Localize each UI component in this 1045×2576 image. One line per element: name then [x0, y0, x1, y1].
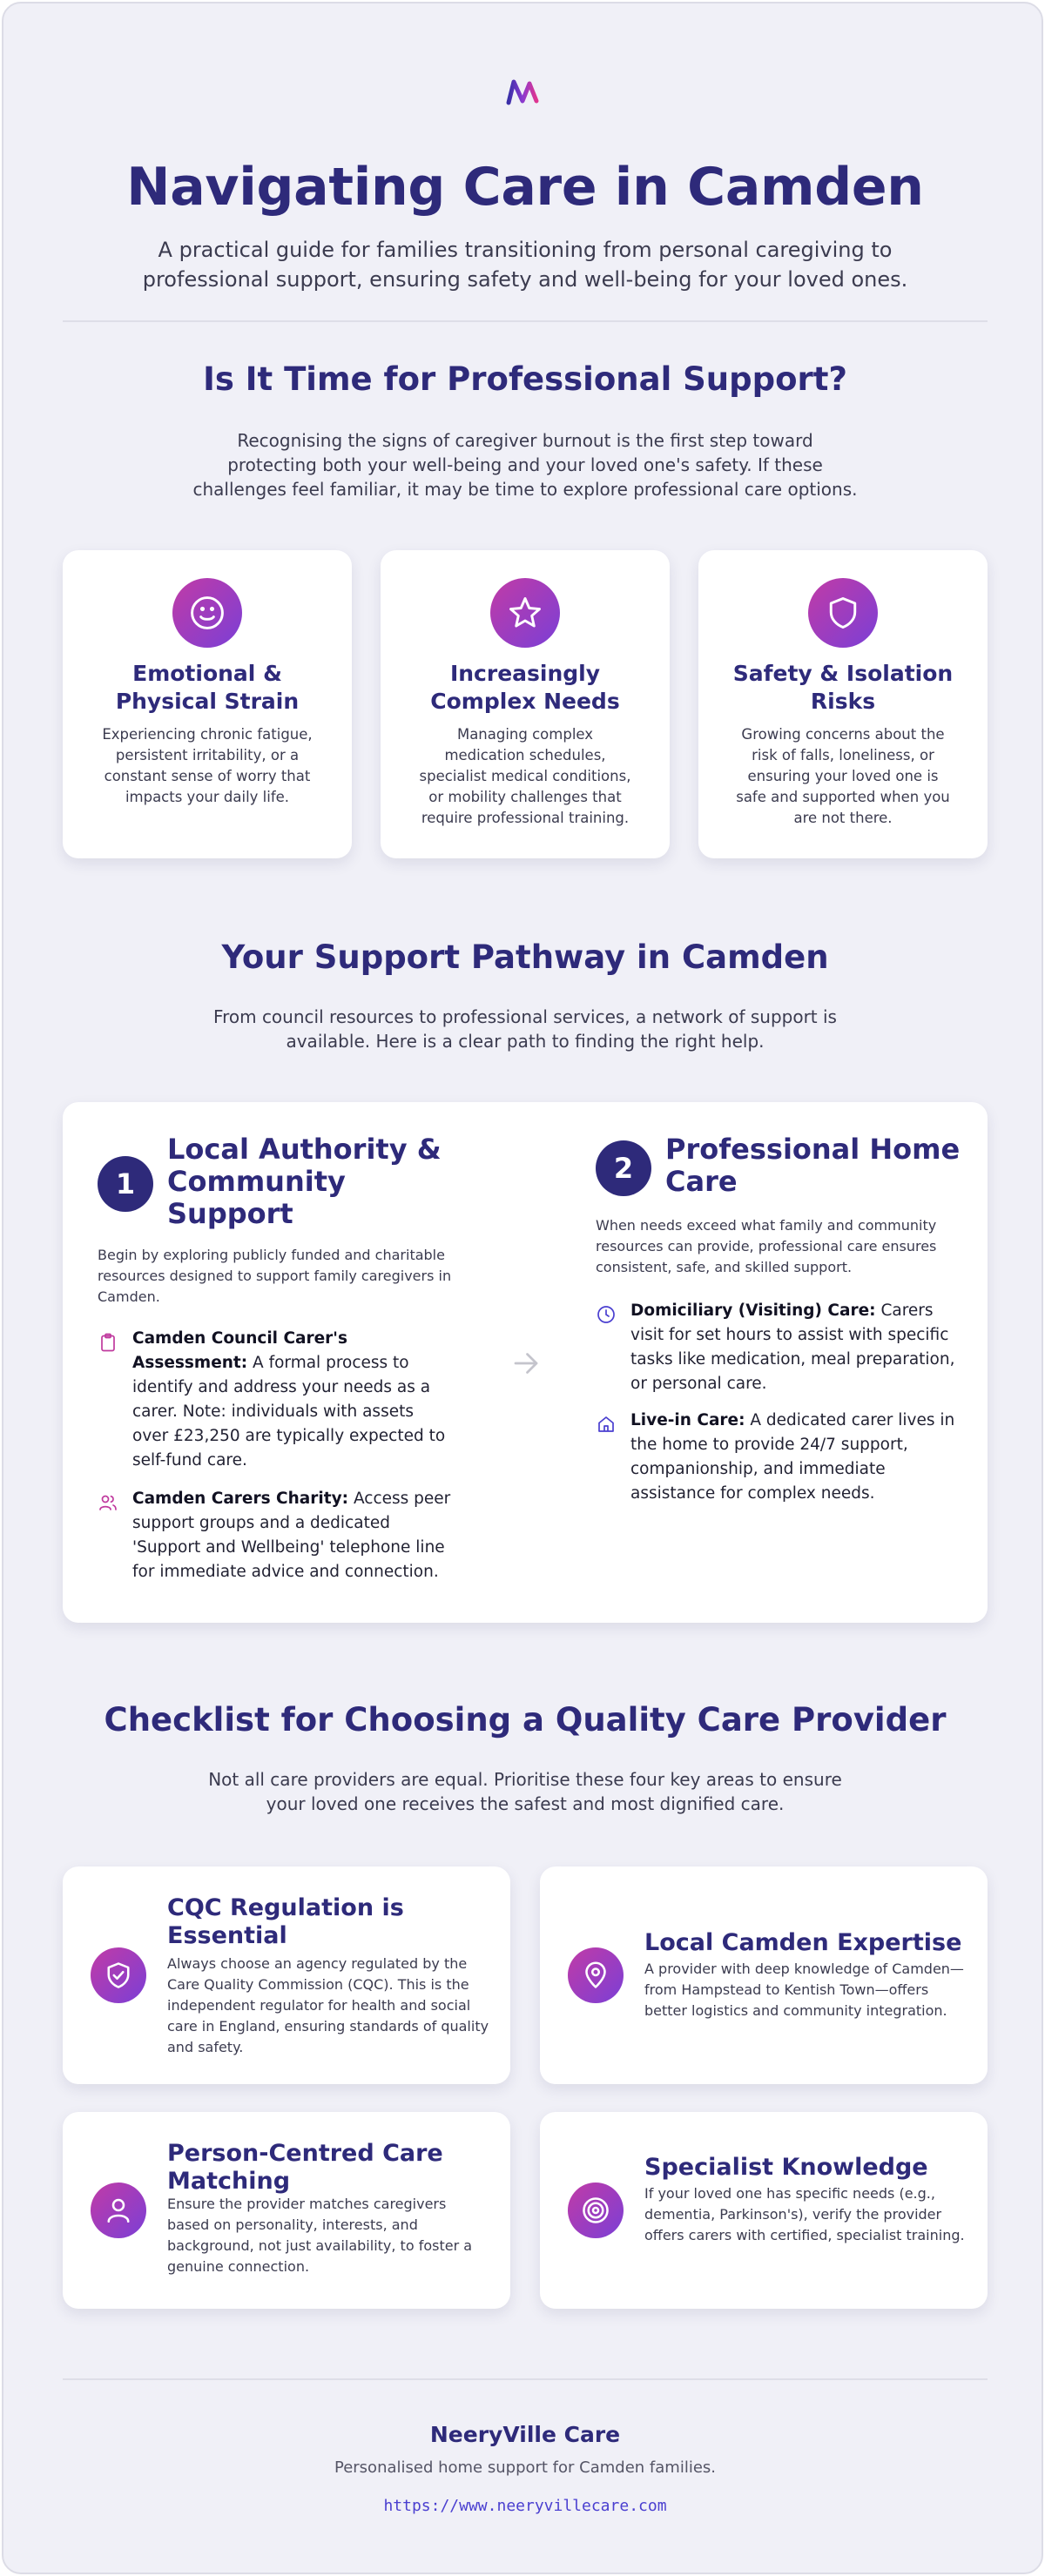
checklist-card-text: If your loved one has specific needs (e.g., dementia, Parkinson's), verify the provider offers carers with certified, specialist training.	[644, 2185, 965, 2243]
step-description: When needs exceed what family and community resources can provide, professional care ensures consistent, safe, and skilled support.	[596, 1217, 937, 1275]
step-description: Begin by exploring publicly funded and charitable resources designed to support family caregivers in Camden.	[98, 1247, 452, 1305]
divider	[63, 320, 988, 322]
footer-tagline: Personalised home support for Camden families.	[334, 2458, 716, 2477]
users-icon	[98, 1492, 118, 1513]
step-title: Local Authority & Community Support	[167, 1133, 442, 1230]
checklist-card-text: Always choose an agency regulated by the Care Quality Commission (CQC). This is the independent regulator for health and social care in England, ensuring standards of quality and safety.	[167, 1955, 489, 2055]
page-subtitle	[63, 235, 988, 294]
checklist-card-title: CQC Regulation is Essential	[167, 1894, 404, 1949]
pathway-item-carers-charity: Camden Carers Charity: Access peer support groups and a dedicated 'Support and Wellbeing' telephone line for immediate advice and connection.	[132, 1490, 451, 1581]
subtitle-line: professional support, ensuring safety and well-being for your loved ones.	[142, 267, 908, 292]
shield-icon	[808, 578, 878, 648]
checklist-card-local-expertise	[540, 1866, 988, 2084]
checklist-card-person-centred	[63, 2112, 510, 2309]
star-icon	[490, 578, 560, 648]
sign-card-title: Emotional & Physical Strain	[115, 661, 300, 714]
checklist-card-title: Person-Centred Care Matching	[167, 2140, 443, 2195]
page-title: Navigating Care in Camden	[126, 157, 924, 218]
sign-card-text: Growing concerns about the risk of falls, loneliness, or ensuring your loved one is safe and supported when you are not there.	[736, 726, 950, 826]
pathway-intro	[63, 1005, 988, 1053]
step-title: Professional Home Care	[665, 1133, 961, 1198]
intro-line: available. Here is a clear path to finding the right help.	[286, 1031, 765, 1052]
pathway-item-live-in-care: Live-in Care: A dedicated carer lives in the home to provide 24/7 support, companionship, and immediate assistance for complex needs.	[630, 1411, 955, 1503]
pathway-item-carer-assessment: Camden Council Carer's Assessment: A formal process to identify and address your needs as a carer. Note: individuals with assets over £23,250 are typically expected to self-fund care.	[132, 1329, 446, 1470]
footer-website-link[interactable]: https://www.neeryvillecare.com	[383, 2497, 667, 2515]
brand-logo-icon	[505, 77, 543, 108]
checklist-card-title: Local Camden Expertise	[644, 1929, 962, 1956]
checklist-card-cqc	[63, 1866, 510, 2084]
clock-icon	[596, 1304, 617, 1325]
intro-line: your loved one receives the safest and most dignified care.	[266, 1793, 785, 1814]
checklist-card-text: A provider with deep knowledge of Camden—from Hampstead to Kentish Town—offers better logistics and community integration.	[644, 1961, 964, 2019]
checklist-card-text: Ensure the provider matches caregivers based on personality, interests, and background, not just availability, to foster a genuine connection.	[167, 2196, 473, 2275]
intro-line: Not all care providers are equal. Prioritise these four key areas to ensure	[208, 1769, 842, 1790]
footer-company-name: NeeryVille Care	[429, 2422, 621, 2447]
subtitle-line: A practical guide for families transitioning from personal caregiving to	[158, 238, 893, 262]
intro-line: protecting both your well-being and your loved one's safety. If these	[227, 454, 823, 475]
pathway-card	[63, 1102, 988, 1623]
home-icon	[596, 1414, 617, 1435]
person-icon	[91, 2183, 146, 2238]
smile-icon	[172, 578, 242, 648]
signs-intro	[63, 428, 988, 501]
intro-line: From council resources to professional services, a network of support is	[213, 1006, 837, 1027]
signs-heading: Is It Time for Professional Support?	[203, 360, 847, 398]
target-icon	[568, 2183, 624, 2238]
pathway-heading: Your Support Pathway in Camden	[221, 938, 829, 976]
sign-card-text: Managing complex medication schedules, specialist medical conditions, or mobility challenges that require professional training.	[419, 726, 631, 826]
footer-divider	[63, 2378, 988, 2380]
sign-card-safety	[698, 550, 988, 858]
checklist-card-title: Specialist Knowledge	[644, 2154, 928, 2181]
intro-line: Recognising the signs of caregiver burnout is the first step toward	[237, 430, 813, 451]
pathway-item-domiciliary-care: Domiciliary (Visiting) Care: Carers visit for set hours to assist with specific tasks like medication, meal preparation, or personal care.	[630, 1301, 955, 1393]
sign-card-emotional	[63, 550, 352, 858]
step-number-badge: 1	[98, 1156, 153, 1212]
sign-card-title: Safety & Isolation Risks	[732, 661, 954, 714]
checklist-intro	[63, 1767, 988, 1816]
checklist-heading: Checklist for Choosing a Quality Care Provider	[104, 1701, 947, 1739]
clipboard-icon	[98, 1332, 118, 1353]
arrow-right-icon	[510, 1348, 542, 1379]
sign-card-complex-needs	[381, 550, 670, 858]
sign-card-text: Experiencing chronic fatigue, persistent irritability, or a constant sense of worry that impacts your daily life.	[102, 726, 313, 805]
checklist-card-specialist	[540, 2112, 988, 2309]
step-number-badge: 2	[596, 1140, 651, 1196]
infographic-page	[2, 2, 1043, 2574]
map-pin-icon	[568, 1947, 624, 2003]
intro-line: challenges feel familiar, it may be time to explore professional care options.	[192, 479, 858, 500]
sign-card-title: Increasingly Complex Needs	[430, 661, 620, 714]
shield-check-icon	[91, 1947, 146, 2003]
